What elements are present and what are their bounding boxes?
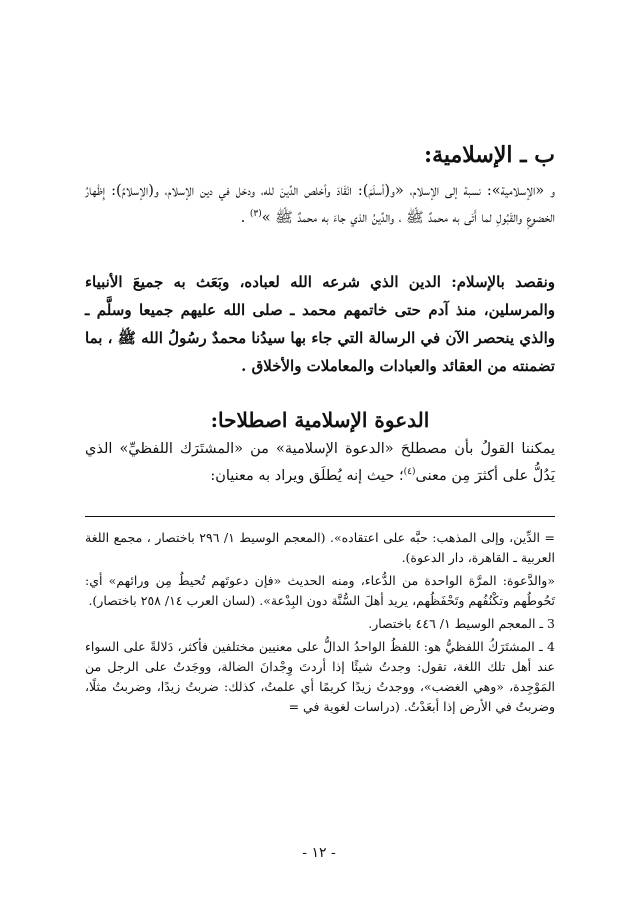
term-text-end: ؛ حيث إنه يُطلَق ويراد به معنيان: — [210, 467, 404, 484]
footnote-dawa-definition: «والدَّعوة: المرَّة الواحدة من الدُّعاء، ومنه الحديث «فإن دعوتَهم تُحيطُ مِن ورائهم» أي: تَحُوطُهم وتكْنُفُهم وتَحْفَظُهم، يريد أهلَ السُّنَّة دون البِدْعة». (لسان العرب ١٤/ ٢٥٨ باختصار). — [85, 573, 555, 608]
footnote-divider — [85, 516, 555, 517]
page-number: - ١٢ - — [302, 845, 336, 861]
footnote-4: 4 ـ المشتَرَكُ اللفظيُّ هو: اللفظُ الواحدُ الدالُّ على معنيين مختلفين فأكثر، دَلالةً على السواء عند أهل تلك اللغة، تقول: وجدتُ شيئًا إذا أردتَ وِجْدانَ الضالة، ووجَدتُ على الرجل من المَوْجِدة، «وهي الغضب»، ووجدتُ زيدًا كريمًا أي علمتُ، كذلك: ضربتُ زيدًا، وضربتُ مثلًا، وضربتُ في الأرض إذا أبعَدْتُ. (دراسات لغوية في = — [85, 639, 555, 714]
footnote-continuation: = الدِّين، وإلى المذهب: حبَّه على اعتقاده». (المعجم الوسيط ١/ ٢٩٦ باختصار ، مجمع اللغة العربية ـ القاهرة، دار الدعوة). — [85, 530, 555, 565]
footnote-ref-3[interactable]: (٣) — [249, 209, 262, 219]
footnotes — [85, 528, 555, 720]
section-heading-islamiyya: ب ـ الإسلامية: — [423, 142, 555, 168]
footnote-3: 3 ـ المعجم الوسيط ١/ ٤٤٦ باختصار. — [368, 616, 555, 631]
footnote-ref-4[interactable]: (٤) — [403, 467, 416, 477]
definition-text: و «الإسلامية»: نسبة إلى الإسلام، «و(أسلَمَ): انْقَادَ وأخلص الدِّينَ لله، ودخل في دين الإسلام، و(الإسلامُ): إِظْهارُ الخضوعِ والقَبُولِ لما أَتَى به محمدٌ ﷺ ، والدِّينُ الذي جاءَ به محمدٌ ﷺ » — [85, 183, 555, 226]
term-paragraph — [85, 438, 555, 488]
definition-end: . — [240, 209, 246, 226]
definition-paragraph — [85, 180, 555, 230]
term-text: يمكننا القولُ بأن مصطلحَ «الدعوة الإسلامية» من «المشتَرَك اللفظيِّ» الذي يَدُلُّ على أكثرَ مِن معنى — [85, 441, 555, 484]
section-heading-dawa: الدعوة الإسلامية اصطلاحا: — [210, 408, 430, 432]
meaning-paragraph: ونقصد بالإسلام: الدين الذي شرعه الله لعباده، وبَعَث به جميعَ الأنبياء والمرسلين، منذ آدم حتى خاتمهم محمد ـ صلى الله عليهم جميعا وسلَّم ـ والذي ينحصر الآن في الرسالة التي جاء بها سيدُنا محمدٌ رسُولُ الله ﷺ ، بما تضمنته من العقائد والعبادات والمعاملات والأخلاق . — [85, 273, 555, 375]
